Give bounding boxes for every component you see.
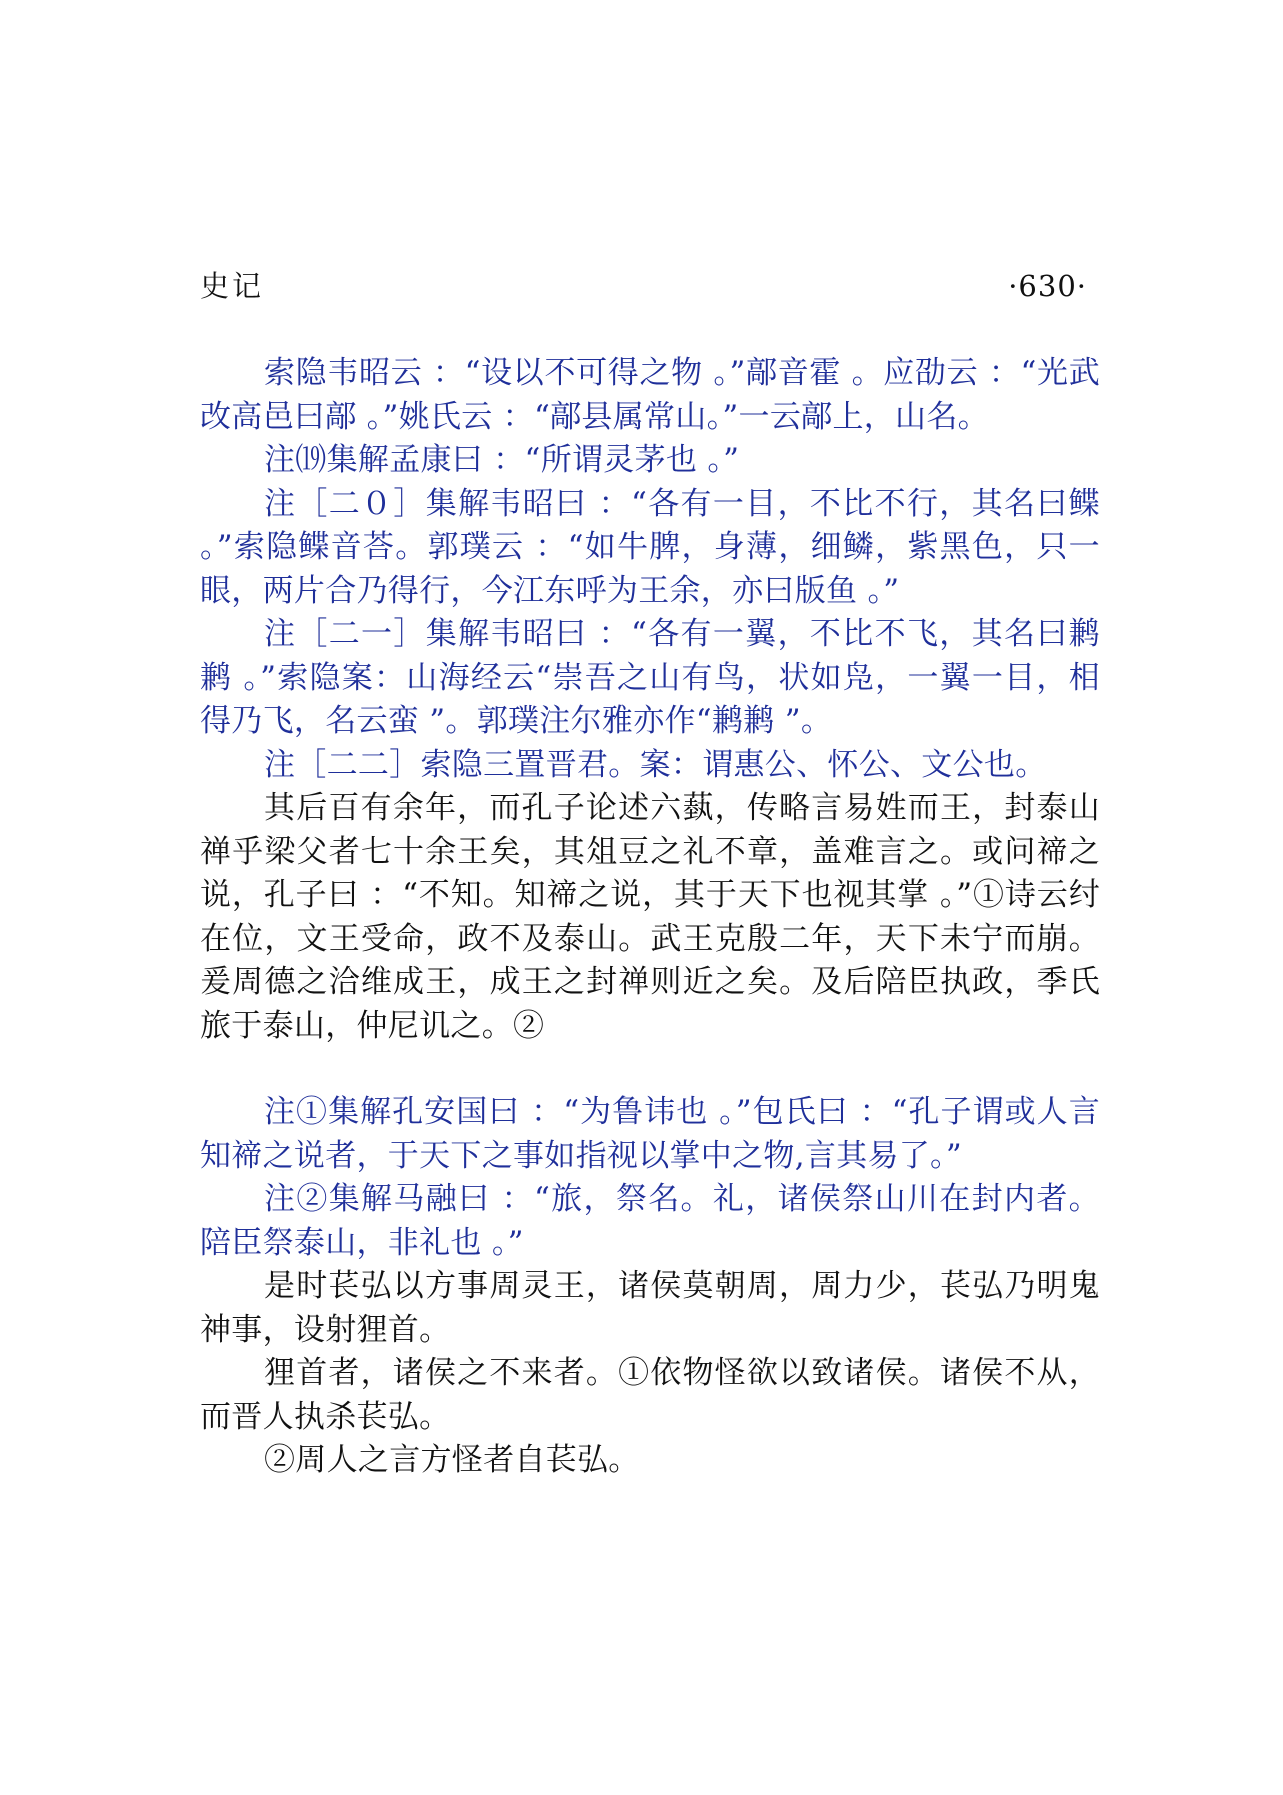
annotation-paragraph: 注⒆集解孟康曰 ：“所谓灵茅也 。” <box>264 442 740 478</box>
body-text <box>200 352 1100 1483</box>
annotation-paragraph: 注①集解孔安国曰 ：“为鲁讳也 。”包氏曰 ：“孔子谓或人言知禘之说者，于天下之事如指视以掌中之物,言其易了。” <box>200 1094 1100 1174</box>
book-title: 史记 <box>200 269 265 303</box>
main-text-paragraph: 是时苌弘以方事周灵王，诸侯莫朝周，周力少，苌弘乃明鬼神事，设射狸首。 <box>200 1268 1100 1348</box>
annotation-paragraph: 注［二二］索隐三置晋君。案：谓惠公、怀公、文公也。 <box>264 746 1047 783</box>
annotation-paragraph: 注［二０］集解韦昭曰 ：“各有一目，不比不行，其名曰鲽 。”索隐鲽音荅。郭璞云 ：“如牛脾，身薄，细鳞，紫黑色，只一眼，两片合乃得行，今江东呼为王余，亦曰版鱼 。” <box>200 485 1100 609</box>
main-text-paragraph: 其后百有余年，而孔子论述六蓺，传略言易姓而王，封泰山禅乎梁父者七十余王矣，其俎豆之礼不章，盖难言之。或问禘之说，孔子曰 ：“不知。知禘之说，其于天下也视其掌 。”①诗云纣在位，文王受命，政不及泰山。武王克殷二年，天下未宁而崩。爰周德之洽维成王，成王之封禅则近之矣。及后陪臣执政，季氏旅于泰山，仲尼讥之。② <box>200 790 1100 1044</box>
paragraph-gap <box>200 1048 1100 1091</box>
annotation-paragraph: 索隐韦昭云 ：“设以不可得之物 。”鄗音霍 。应劭云 ：“光武改高邑曰鄗 。”姚氏云 ：“鄗县属常山。”一云鄗上，山名。 <box>200 355 1100 435</box>
annotation-paragraph: 注［二一］集解韦昭曰 ：“各有一翼，不比不飞，其名曰鹣鹣 。”索隐案：山海经云“崇吾之山有鸟，状如凫，一翼一目，相得乃飞，名云蛮 ”。郭璞注尔雅亦作“鹣鹣 ”。 <box>200 616 1100 739</box>
main-text-paragraph: ②周人之言方怪者自苌弘。 <box>264 1442 640 1478</box>
page-number: ·630· <box>1008 269 1087 303</box>
annotation-paragraph: 注②集解马融曰 ：“旅，祭名。礼，诸侯祭山川在封内者。陪臣祭泰山，非礼也 。” <box>200 1181 1100 1261</box>
main-text-paragraph: 狸首者，诸侯之不来者。①依物怪欲以致诸侯。诸侯不从，而晋人执杀苌弘。 <box>200 1355 1100 1435</box>
